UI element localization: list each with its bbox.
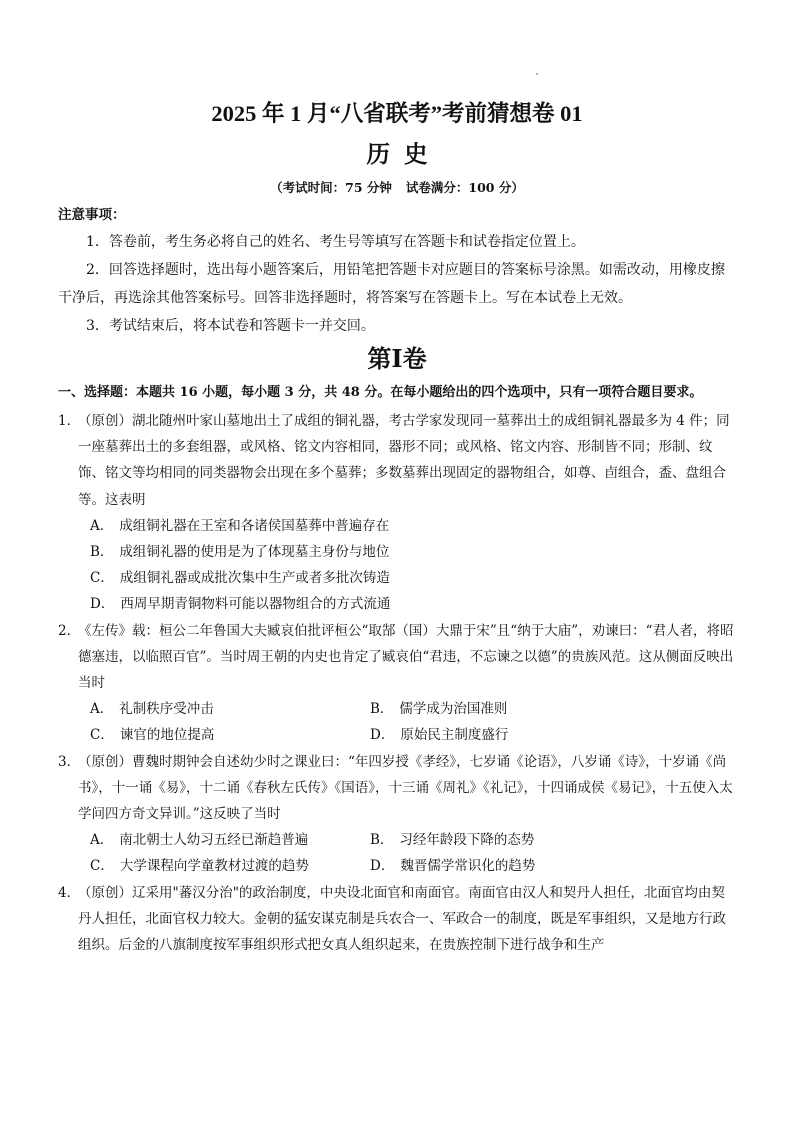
option-b: [370, 696, 670, 722]
exam-info: [58, 178, 736, 198]
option-letter: A．: [90, 517, 114, 534]
question-4: [58, 880, 736, 959]
option-text: 南北朝士人幼习五经已渐趋普遍: [119, 832, 309, 849]
option-a: [90, 696, 370, 722]
question-number: 3．: [58, 753, 81, 770]
option-a: [90, 827, 370, 853]
option-c: [58, 565, 736, 591]
question-number: 4．: [58, 884, 81, 901]
question-number: 1．: [58, 413, 81, 429]
option-b: [58, 539, 736, 565]
option-d: [370, 722, 670, 748]
option-text: 西周早期青铜物料可能以器物组合的方式流通: [120, 596, 391, 613]
option-letter: A．: [90, 701, 114, 718]
option-letter: C．: [90, 858, 114, 875]
question-stem: [58, 749, 736, 828]
option-grid: [58, 696, 736, 748]
option-text: 儒学成为治国准则: [399, 701, 508, 718]
option-letter: C．: [90, 570, 114, 587]
option-letter: A．: [90, 832, 114, 849]
notice-item-2: 2．回答选择题时，选出每小题答案后，用铅笔把答题卡对应题目的答案标号涂黑。如需改动，用橡皮擦干净后，再选涂其他答案标号。回答非选择题时，将答案写在答题卡上。写在本试卷上无效。: [58, 262, 725, 306]
scan-dot: [536, 73, 538, 75]
option-d: [370, 853, 670, 879]
option-c: [90, 853, 370, 879]
option-text: 原始民主制度盛行: [400, 727, 509, 744]
option-text: 魏晋儒学常识化的趋势: [400, 858, 536, 875]
notice-item-3: 3．考试结束后，将本试卷和答题卡一并交回。: [86, 318, 375, 334]
question-stem: [58, 618, 736, 697]
option-letter: D．: [90, 596, 115, 613]
option-letter: B．: [90, 544, 114, 561]
option-grid: [58, 827, 736, 879]
question-stem: [58, 880, 736, 959]
exam-score: 试卷满分：100 分）: [405, 180, 524, 195]
option-text: 礼制秩序受冲击: [119, 701, 214, 718]
question-number: 2．: [58, 622, 81, 639]
option-text: 成组铜礼器在王室和各诸侯国墓葬中普遍存在: [119, 517, 390, 534]
option-letter: C．: [90, 727, 114, 744]
option-text: 习经年龄段下降的态势: [399, 832, 535, 849]
option-letter: D．: [370, 727, 395, 744]
option-letter: D．: [370, 858, 395, 875]
exam-time: （考试时间：75 分钟: [270, 180, 392, 195]
subject-title: 历史: [366, 142, 442, 168]
option-b: [370, 827, 670, 853]
question-text: 《左传》载：桓公二年鲁国大夫臧哀伯批评桓公“取郜（国）大鼎于宋”且“纳于大庙”，劝谏曰：“君人者，将昭德塞违，以临照百官”。当时周王朝的内史也肯定了臧哀伯“君违，不忘谏之以德”的贵族风范。这从侧面反映出当时: [78, 622, 734, 692]
question-text: （原创）辽采用"蕃汉分治"的政治制度，中央设北面官和南面官。南面官由汉人和契丹人担任，北面官均由契丹人担任，北面官权力较大。金朝的猛安谋克制是兵农合一、军政合一的制度，既是军事组织，又是地方行政组织。后金的八旗制度按军事组织形式把女真人组织起来，在贵族控制下进行战争和生产: [78, 884, 726, 954]
option-letter: B．: [370, 701, 394, 718]
question-2: [58, 618, 736, 749]
option-d: [58, 591, 736, 617]
notice-title: 注意事项：: [58, 207, 126, 223]
question-stem: [58, 408, 736, 513]
question-3: [58, 749, 736, 880]
option-a: [58, 513, 736, 539]
section-title: 一、选择题：本题共 16 小题，每小题 3 分，共 48 分。在每小题给出的四个选项中，只有一项符合题目要求。: [58, 385, 703, 400]
question-text: （原创）湖北随州叶家山墓地出土了成组的铜礼器，考古学家发现同一墓葬出土的成组铜礼器最多为 4 件；同一座墓葬出土的多套组器，或风格、铭文内容相同，器形不同；或风格、铭文内容、形制皆不同；形制、纹饰、铭文等均相同的同类器物会出现在多个墓葬；多数墓葬出现固定的器物组合，如尊、卣组合，盉、盘组合等。这表明: [78, 413, 730, 508]
notice-block: [58, 202, 736, 340]
exam-title: 2025 年 1 月“八省联考”考前猜想卷 01: [211, 101, 583, 126]
option-text: 成组铜礼器的使用是为了体现墓主身份与地位: [119, 544, 390, 561]
notice-item-1: 1．答卷前，考生务必将自己的姓名、考生号等填写在答题卡和试卷指定位置上。: [86, 234, 585, 250]
option-text: 大学课程向学童教材过渡的趋势: [119, 858, 309, 875]
option-text: 成组铜礼器或成批次集中生产或者多批次铸造: [119, 570, 390, 587]
question-text: （原创）曹魏时期钟会自述幼少时之课业曰：“年四岁授《孝经》，七岁诵《论语》，八岁诵《诗》，十岁诵《尚书》，十一诵《易》，十二诵《春秋左氏传》《国语》，十三诵《周礼》《礼记》，十四诵成侯《易记》，十五使入太学问四方奇文异训。”这反映了当时: [78, 753, 733, 823]
part-title: 第Ⅰ卷: [367, 347, 427, 373]
option-text: 谏官的地位提高: [119, 727, 215, 744]
option-letter: B．: [370, 832, 394, 849]
option-c: [90, 722, 370, 748]
question-1: [58, 408, 736, 618]
